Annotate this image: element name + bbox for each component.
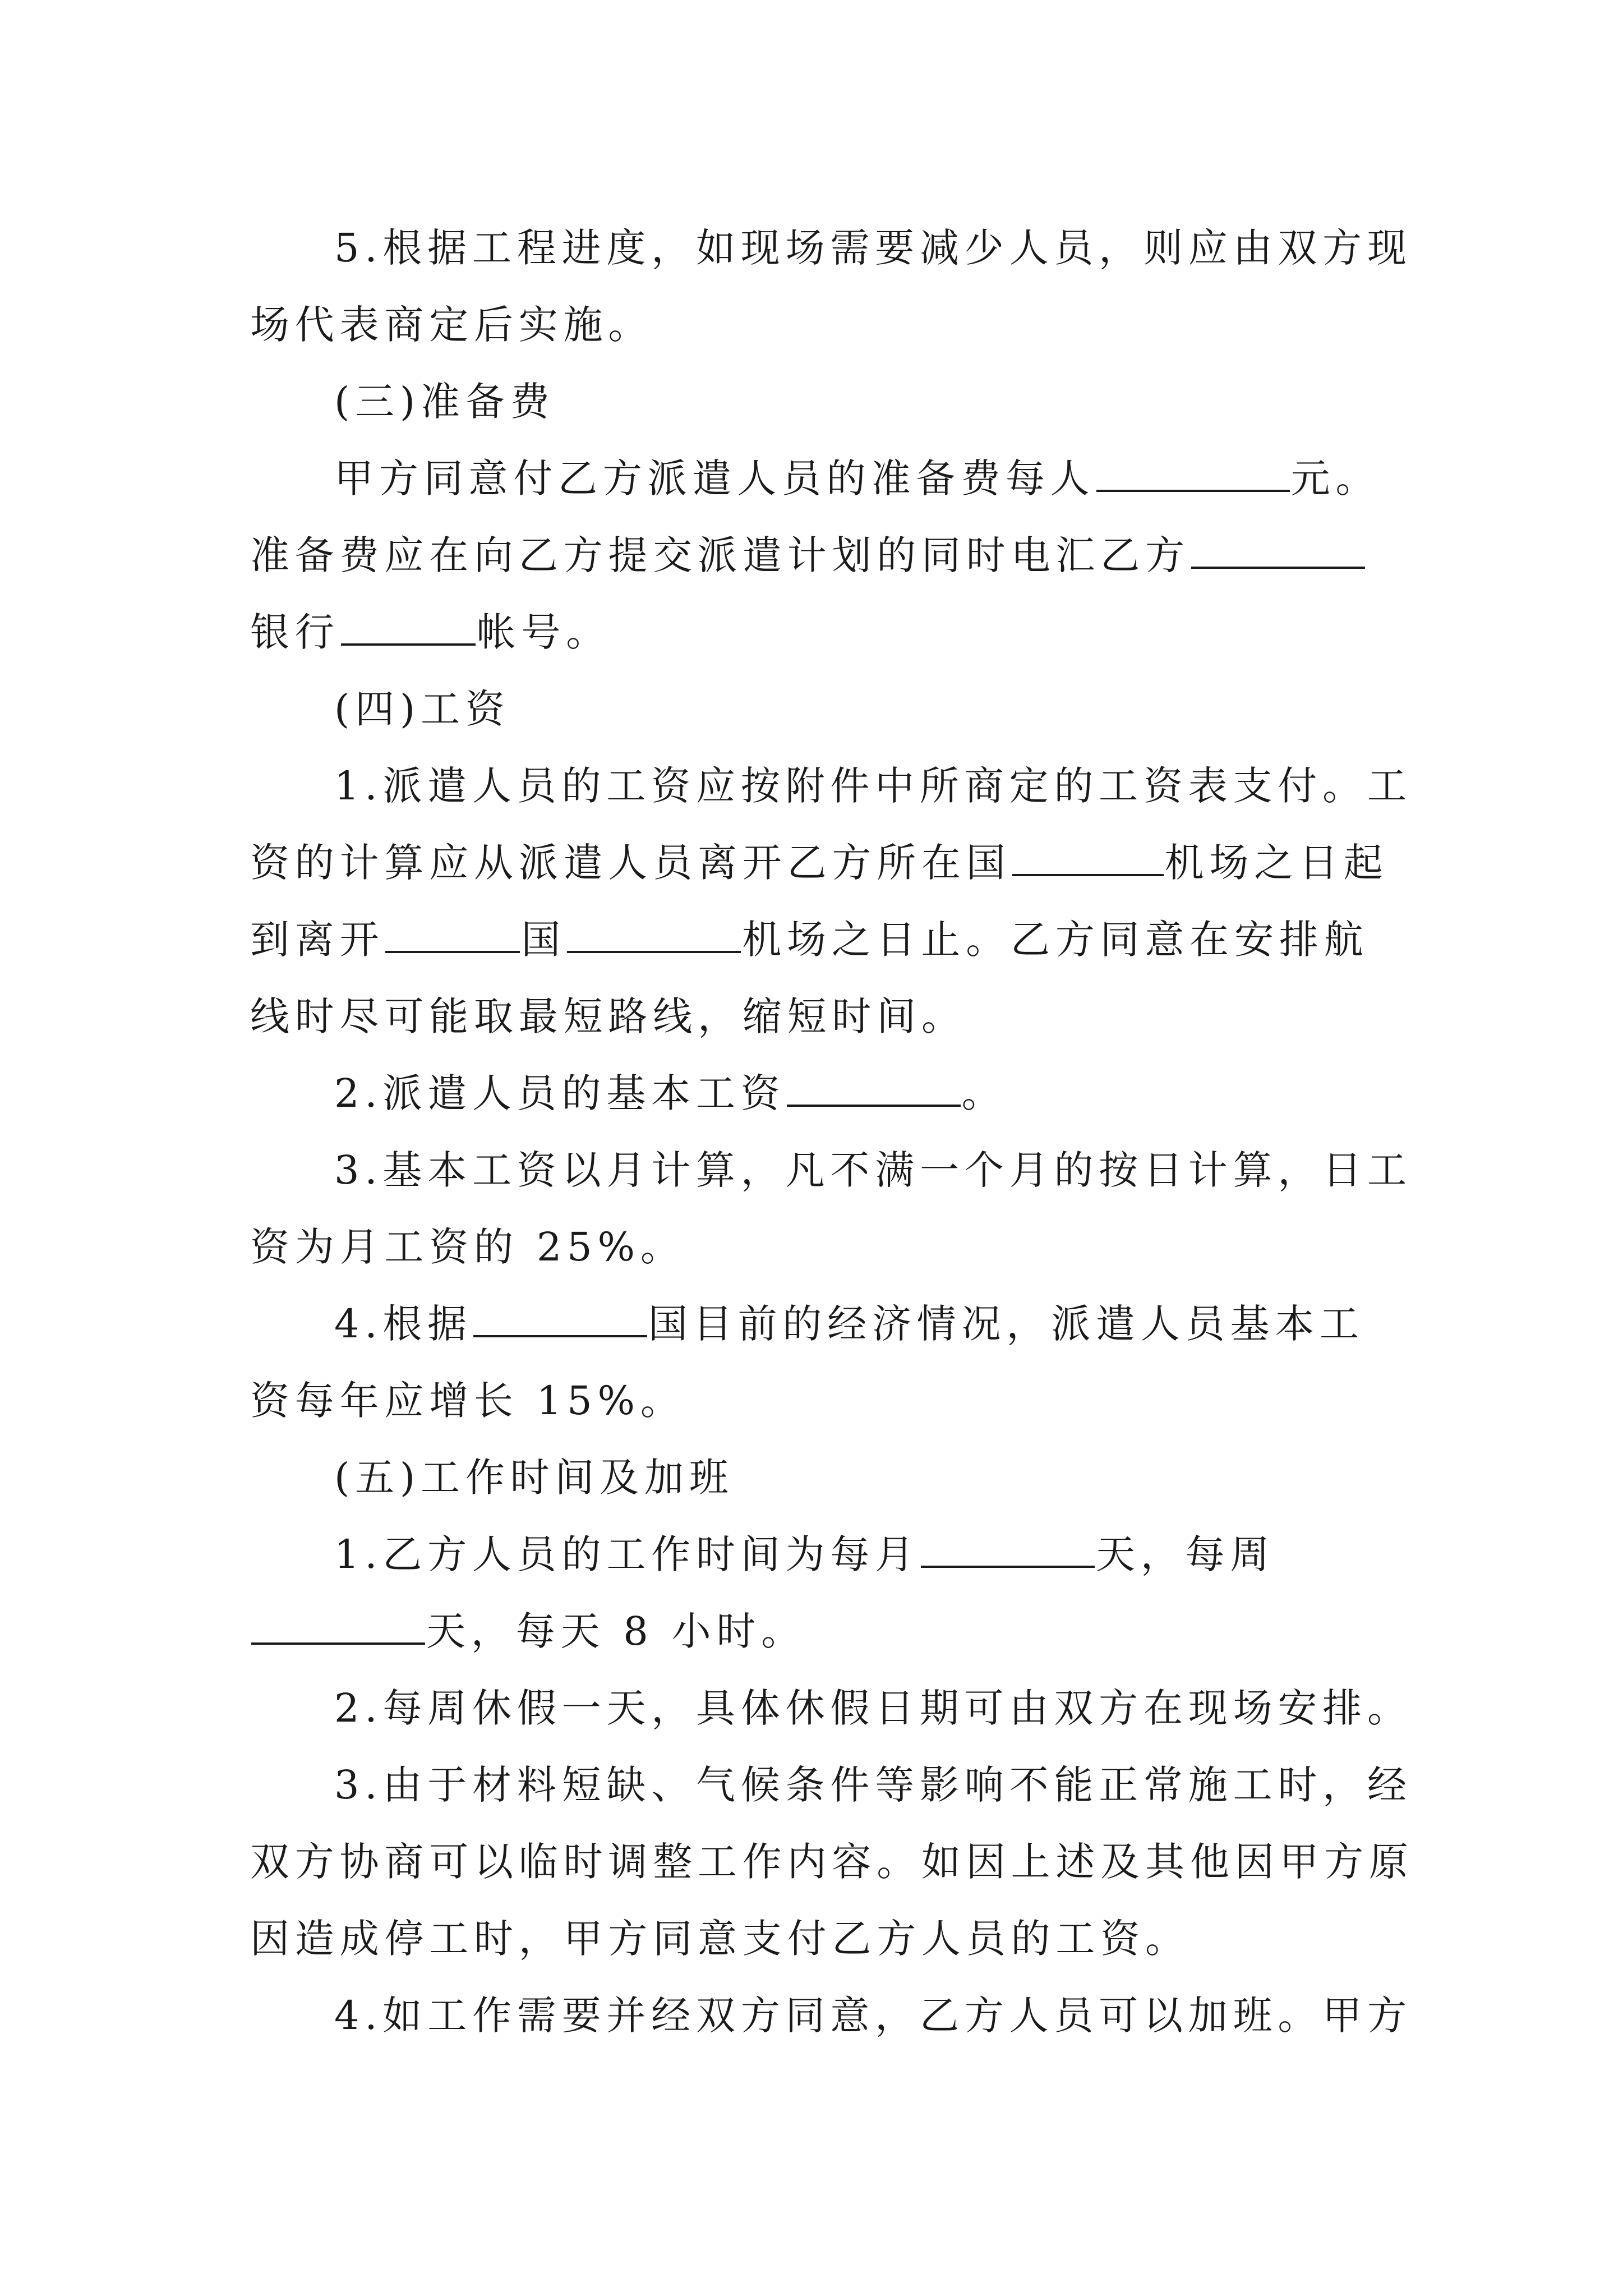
- paragraph-line: 1.派遣人员的工资应按附件中所商定的工资表支付。工: [334, 763, 1412, 809]
- paragraph-line: [250, 901, 1389, 978]
- paragraph-line: [250, 1593, 1389, 1670]
- line-text: 国: [521, 917, 566, 963]
- paragraph-line: 资为月工资的 25%。: [250, 1224, 685, 1270]
- paragraph-line: 因造成停工时，甲方同意支付乙方人员的工资。: [250, 1916, 1190, 1962]
- line-text: 2.派遣人员的基本工资: [334, 1070, 786, 1116]
- line-text: 帐号。: [476, 609, 611, 655]
- line-text: 。: [961, 1070, 1007, 1116]
- line-text: 到离开: [250, 917, 385, 963]
- fill-in-blank: [251, 1609, 425, 1645]
- paragraph-line: 3.基本工资以月计算，凡不满一个月的按日计算，日工: [334, 1147, 1412, 1193]
- paragraph-line: [250, 517, 1389, 594]
- line-text: 资的计算应从派遣人员离开乙方所在国: [250, 840, 1011, 886]
- line-text: 银行: [250, 609, 340, 655]
- line-text: 元。: [1290, 455, 1381, 501]
- paragraph-line: 线时尽可能取最短路线，缩短时间。: [250, 993, 966, 1039]
- paragraph-line: 5.根据工程进度，如现场需要减少人员，则应由双方现: [334, 225, 1412, 271]
- fill-in-blank: [1012, 840, 1164, 876]
- paragraph-line: 场代表商定后实施。: [250, 302, 653, 348]
- fill-in-blank: [567, 917, 741, 953]
- fill-in-blank: [473, 1301, 647, 1337]
- contract-body: [250, 210, 1414, 2054]
- section-heading-working-hours: (五)工作时间及加班: [334, 1455, 734, 1501]
- paragraph-line: [250, 594, 1389, 671]
- paragraph-line: 资每年应增长 15%。: [250, 1378, 685, 1424]
- fill-in-blank: [921, 1532, 1095, 1568]
- fill-in-blank: [385, 917, 520, 953]
- fill-in-blank: [1191, 533, 1365, 569]
- section-heading-preparation-fee: (三)准备费: [334, 379, 555, 425]
- paragraph-line: [250, 1055, 1389, 1132]
- line-text: 机场之日起: [1164, 840, 1389, 886]
- line-text: 准备费应在向乙方提交派遣计划的同时电汇乙方: [250, 532, 1190, 578]
- line-text: 机场之日止。乙方同意在安排航: [742, 917, 1369, 963]
- fill-in-blank: [341, 610, 476, 646]
- line-text: 天，每周: [1096, 1531, 1275, 1577]
- paragraph-line: 4.如工作需要并经双方同意，乙方人员可以加班。甲方: [334, 1993, 1412, 2039]
- fill-in-blank: [787, 1071, 961, 1107]
- paragraph-line: [250, 1516, 1389, 1593]
- paragraph-line: 双方协商可以临时调整工作内容。如因上述及其他因甲方原: [250, 1839, 1414, 1885]
- line-text: 天，每天 8 小时。: [426, 1608, 806, 1654]
- paragraph-line: [250, 1286, 1389, 1363]
- paragraph-line: 2.每周休假一天，具体休假日期可由双方在现场安排。: [334, 1685, 1412, 1731]
- fill-in-blank: [1096, 456, 1290, 492]
- line-text: 1.乙方人员的工作时间为每月: [334, 1531, 920, 1577]
- line-text: 甲方同意付乙方派遣人员的准备费每人: [334, 455, 1095, 501]
- paragraph-line: [250, 825, 1389, 901]
- line-text: 4.根据: [334, 1301, 472, 1347]
- line-text: 国目前的经济情况，派遣人员基本工: [648, 1301, 1364, 1347]
- paragraph-line: 3.由于材料短缺、气候条件等影响不能正常施工时，经: [334, 1762, 1412, 1808]
- paragraph-line: [250, 440, 1389, 517]
- section-heading-wages: (四)工资: [334, 686, 510, 732]
